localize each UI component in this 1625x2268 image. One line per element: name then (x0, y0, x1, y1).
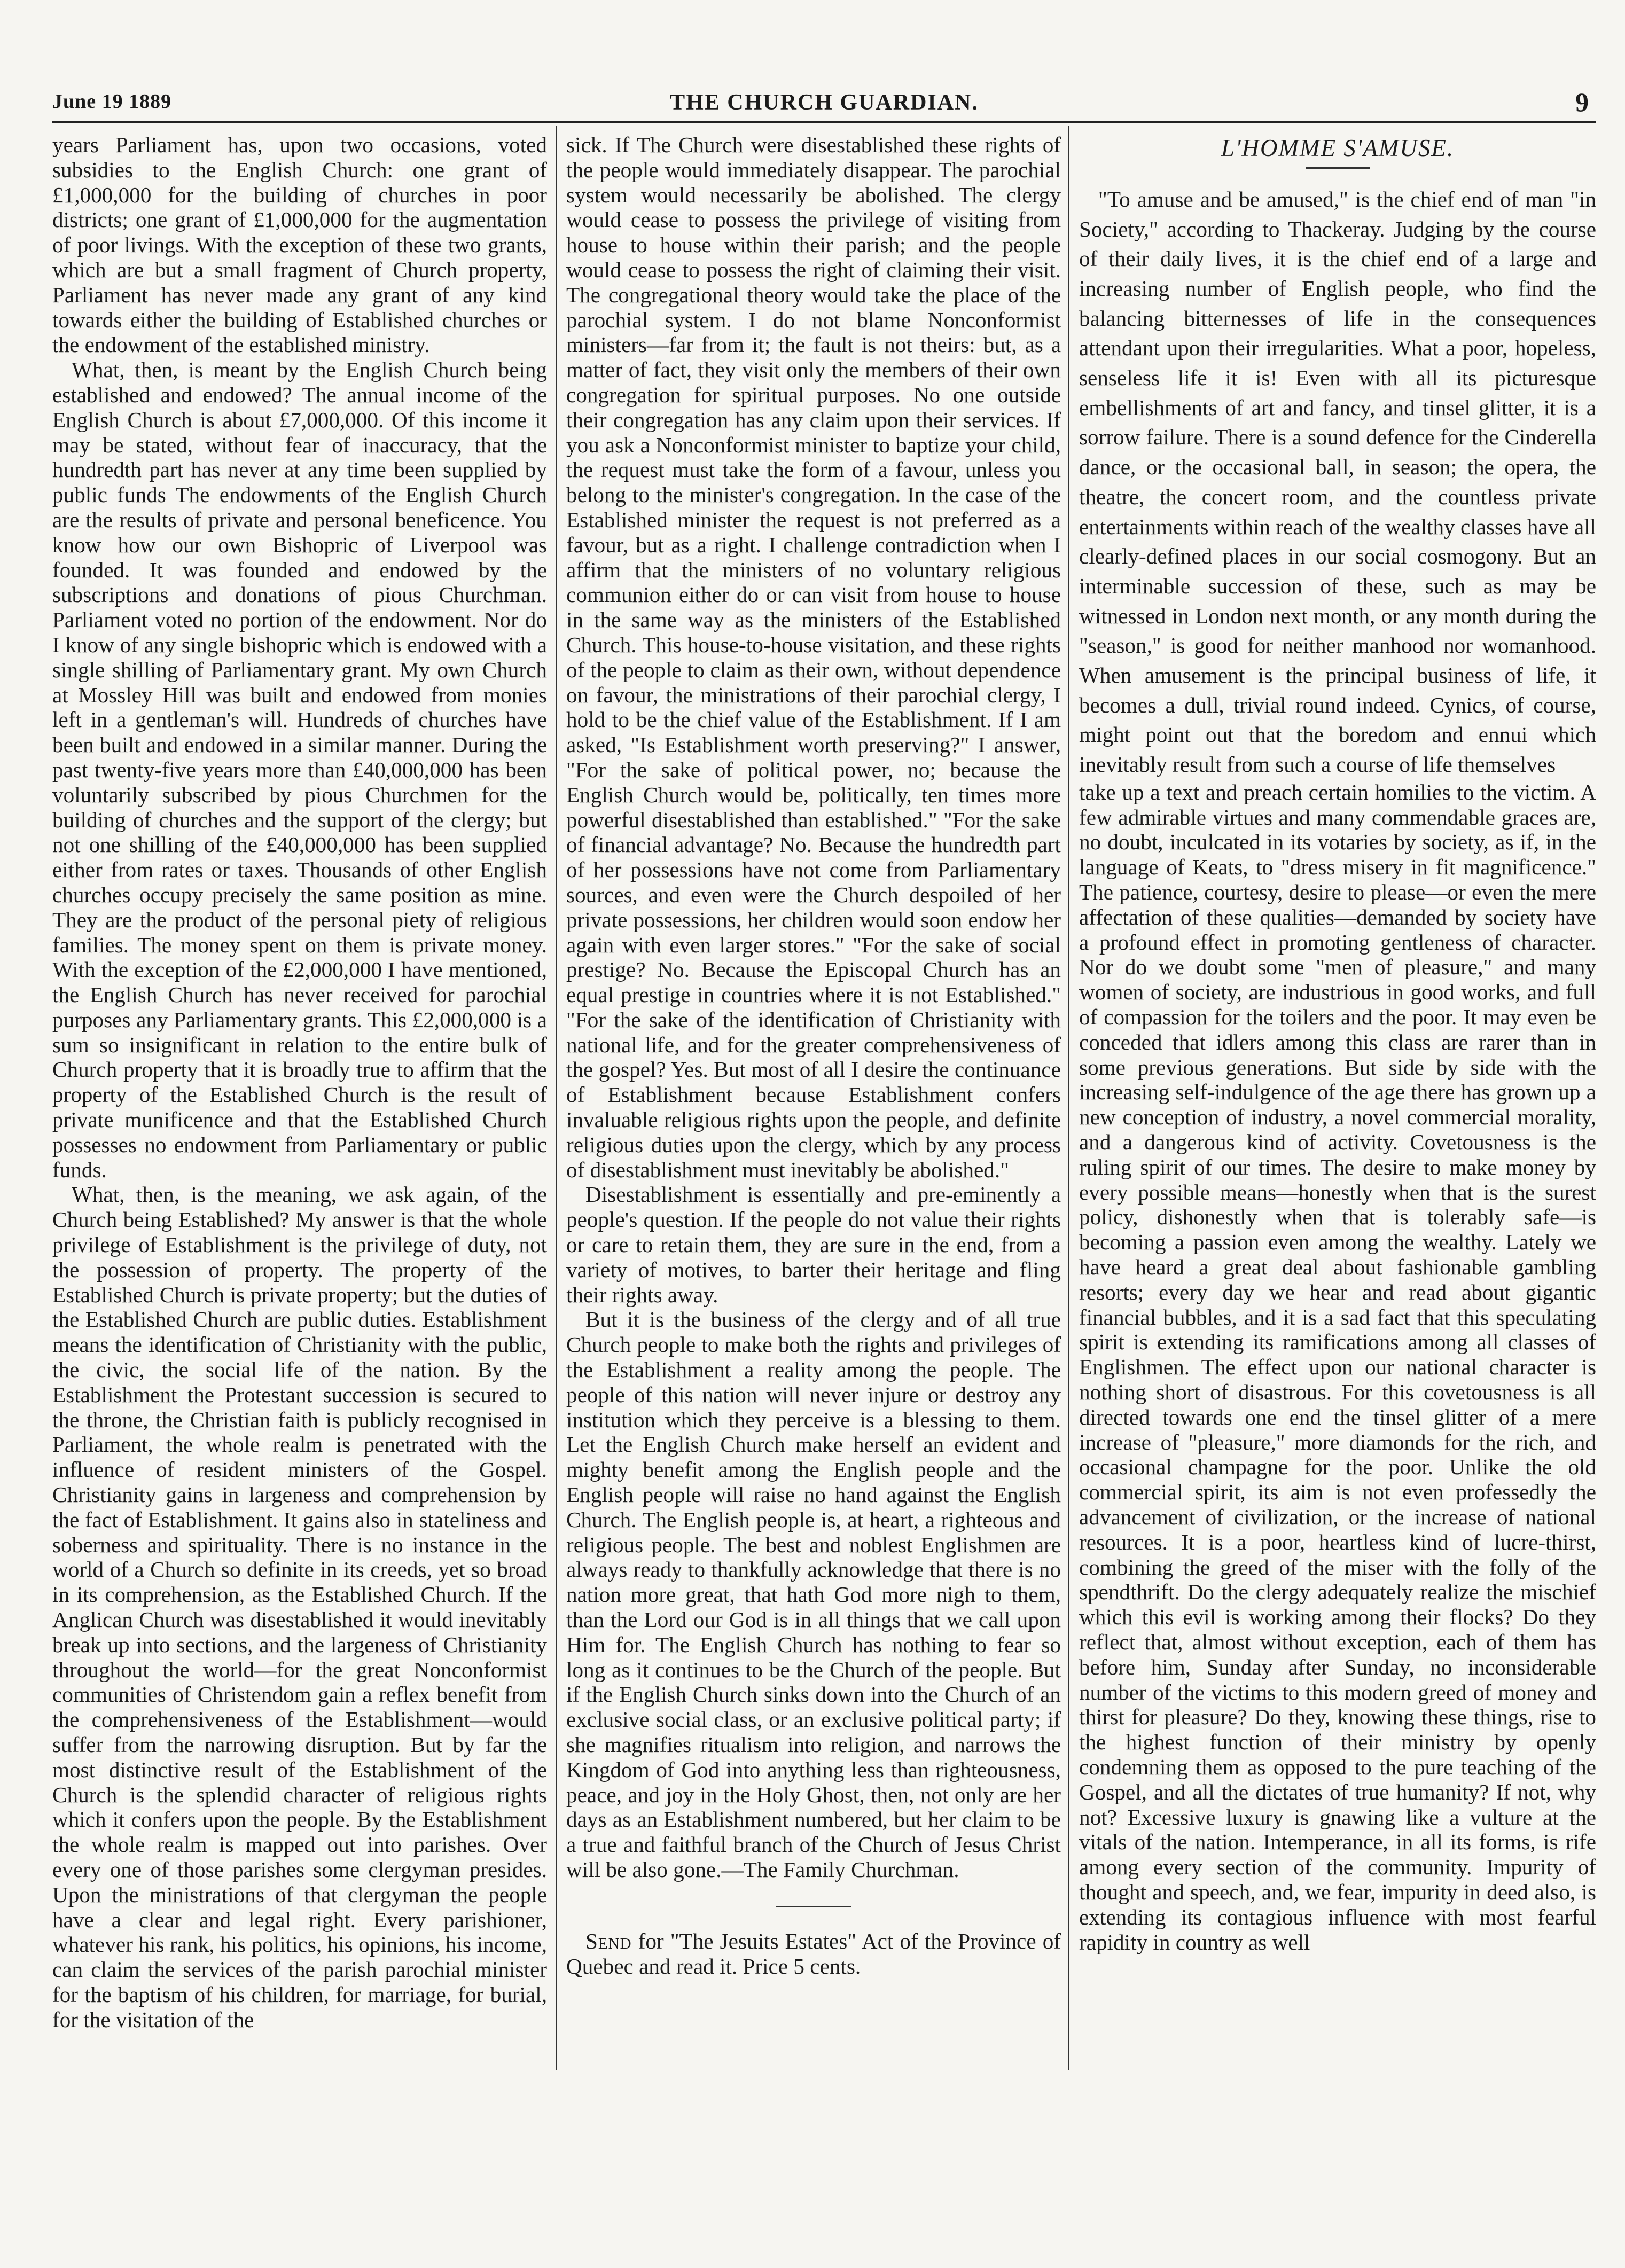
paragraph: What, then, is meant by the English Church being established and endowed? The annual income of the English Church is about £7,000,000. Of this income it may be stated, without fear of inaccuracy, that the hundredth part has never at any time been supplied by public funds The endowments of the English Church are the results of private and personal beneficence. You know how our own Bishopric of Liverpool was founded. It was founded and endowed by the subscriptions and donations of pious Churchman. Parliament voted no portion of the endowment. Nor do I know of any single bishopric which is endowed with a single shilling of Parliamentary grant. My own Church at Mossley Hill was built and endowed from monies left in a gentleman's will. Hundreds of churches have been built and endowed in a similar manner. During the past twenty-five years more than £40,000,000 has been voluntarily subscribed by pious Churchmen for the building of churches and the support of the clergy; but not one shilling of the £40,000,000 has been supplied either from rates or taxes. Thousands of other English churches occupy precisely the same position as mine. They are the product of the personal piety of religious families. The money spent on them is private money. With the exception of the £2,000,000 I have mentioned, the English Church has never received for parochial purposes any Parliamentary grants. This £2,000,000 is a sum so insignificant in relation to the entire bulk of Church property that it is broadly true to affirm that the property of the Established Church is the result of private munificence and that the Established Church possesses no endowment from Parliamentary or public funds. (52, 357, 547, 1182)
paragraph: years Parliament has, upon two occasions, voted subsidies to the English Church: one grant of £1,000,000 for the building of churches in poor districts; one grant of £1,000,000 for the augmentation of poor livings. With the exception of these two grants, which are but a small fragment of Church property, Parliament has never made any grant of any kind towards either the building of Established churches or the endowment of the established ministry. (52, 132, 547, 357)
page-number: 9 (1575, 87, 1589, 117)
paragraph: take up a text and preach certain homilies to the victim. A few admirable virtues and many commendable graces are, no doubt, inculcated in its votaries by society, as if, in the language of Keats, to "dress misery in fit magnificence." The patience, courtesy, desire to please—or even the mere affectation of these qualities—demanded by society have a profound effect in promoting gentleness of character. Nor do we doubt some "men of pleasure," and many women of society, are industrious in good works, and full of compassion for the toilers and the poor. It may even be conceded that idlers among this class are rarer than in some previous generations. But side by side with the increasing self-indulgence of the age there has grown up a new conception of industry, a novel commercial morality, and a dangerous kind of activity. Covetousness is the ruling spirit of our times. The desire to make money by every possible means—honestly when that is the surest policy, dishonestly when that is tolerably safe—is becoming a passion even among the wealthy. Lately we have heard a great deal about fashionable gambling resorts; every day we hear and read about gigantic financial bubbles, and it is a sad fact that this speculating spirit is extending its ramifications among all classes of Englishmen. The effect upon our national character is nothing short of disastrous. For this covetousness is all directed towards one end the tinsel glitter of a mere increase of "pleasure," more diamonds for the rich, and occasional champagne for the poor. Unlike the old commercial spirit, its aim is not even professedly the advancement of civilization, or the increase of national resources. It is a poor, heartless kind of lucre-thirst, combining the greed of the miser with the folly of the spendthrift. Do the clergy adequately realize the mischief which this evil is working among their flocks? Do they reflect that, almost without exception, each of them has before him, Sunday after Sunday, no inconsiderable number of the victims to this modern greed of money and thirst for pleasure? Do they, knowing these things, rise to the highest function of their ministry by openly condemning them as opposed to the pure teaching of the Gospel, and all the dictates of true humanity? If not, why not? Excessive luxury is gnawing like a vulture at the vitals of the nation. Intemperance, in all its forms, is rife among every section of the community. Impurity of thought and speech, and, we fear, impurity in deed also, is extending its contagious influence with most fearful rapidity in country as well (1079, 779, 1596, 1954)
article-column-3 (1079, 132, 1596, 2077)
notice-lead: Send (585, 1928, 632, 1953)
header-rule (52, 121, 1596, 123)
paragraph: Disestablishment is essentially and pre-eminently a people's question. If the people do not value their rights or care to retain them, they are sure in the end, from a variety of motives, to barter their heritage and fling their rights away. (566, 1182, 1061, 1307)
paragraph: But it is the business of the clergy and of all true Church people to make both the rights and privileges of the Establishment a reality among the people. The people of this nation will never injure or destroy any institution which they perceive is a blessing to them. Let the English Church make herself an evident and mighty benefit among the English people and the English people will raise no hand against the English Church. The English people is, at heart, a righteous and religious people. The best and noblest Englishmen are always ready to thankfully acknowledge that there is no nation more great, that hath God more nigh to them, than the Lord our God is in all things that we call upon Him for. The English Church has nothing to fear so long as it continues to be the Church of the people. But if the English Church sinks down into the Church of an exclusive social class, or an exclusive political party; if she magnifies ritualism into religion, and narrows the Kingdom of God into anything less than righteousness, peace, and joy in the Holy Ghost, then, not only are her days as an Establishment numbered, but her claim to be a true and faithful branch of the Church of Jesus Christ will be also gone.—The Family Churchman. (566, 1307, 1061, 1882)
newspaper-title: THE CHURCH GUARDIAN. (670, 90, 979, 115)
column-divider (556, 126, 557, 2070)
issue-date: June 19 1889 (52, 90, 172, 113)
paragraph: "To amuse and be amused," is the chief end of man "in Society," according to Thackeray. Judging by the course of their daily lives, it is the chief end of a large and increasing number of English people, who find the balancing bitternesses of life in the consequences attendant upon their irregularities. What a poor, hopeless, senseless life it is! Even with all its picturesque embellishments of art and fancy, and tinsel glitter, it is a sorrow failure. There is a sound defence for the Cinderella dance, or the occasional ball, in season; the opera, the theatre, the concert room, and the countless private entertainments within reach of the wealthy classes have all clearly-defined places in our social cosmogony. But an interminable succession of these, such as may be witnessed in London next month, or any month during the "season," is good for neither manhood nor womanhood. When amusement is the principal business of life, it becomes a dull, trivial round indeed. Cynics, of course, might point out that the boredom and ennui which inevitably result from such a course of life themselves (1079, 186, 1596, 777)
notice (566, 1929, 1061, 1979)
title-rule (1306, 167, 1370, 169)
page-header (52, 87, 1596, 125)
section-divider (776, 1906, 851, 1907)
article-column-2 (566, 132, 1061, 2077)
article-column-1 (52, 132, 547, 2077)
paragraph: What, then, is the meaning, we ask again, of the Church being Established? My answer is that the whole privilege of Establishment is the privilege of duty, not the possession of property. The property of the Established Church is private property; but the duties of the Established Church are public duties. Establishment means the identification of Christianity with the public, the civic, the social life of the nation. By the Establishment the Protestant succession is secured to the throne, the Christian faith is publicly recognised in Parliament, the whole realm is penetrated with the influence of resident ministers of the Gospel. Christianity gains in largeness and comprehension by the fact of Establishment. It gains also in stateliness and soberness and spirituality. There is no instance in the world of a Church so definite in its creeds, yet so broad in its comprehension, as the Established Church. If the Anglican Church was disestablished it would inevitably break up into sections, and the largeness of Christianity throughout the world—for the great Nonconformist communities of Christendom gain a reflex benefit from the comprehensiveness of the Establishment—would suffer from the narrowing disruption. But by far the most distinctive result of the Establishment of the Church is the splendid character of religious rights which it confers upon the people. By the Establishment the whole realm is mapped out into parishes. Over every one of those parishes some clergyman presides. Upon the ministrations of that clergyman the people have a clear and legal right. Every parishioner, whatever his rank, his politics, his opinions, his income, can claim the services of the parish parochial minister for the baptism of his children, for marriage, for burial, for the visitation of the (52, 1182, 547, 2032)
notice-text: for "The Jesuits Estates" Act of the Province of Quebec and read it. Price 5 cents. (566, 1928, 1061, 1978)
column-divider (1068, 126, 1069, 2070)
paragraph: sick. If The Church were disestablished these rights of the people would immediately disappear. The parochial system would necessarily be abolished. The clergy would cease to possess the privilege of visiting from house to house within their parish; and the people would cease to possess the right of claiming their visit. The congregational theory would take the place of the parochial system. I do not blame Nonconformist ministers—far from it; the fault is not theirs: but, as a matter of fact, they visit only the members of their own congregation for spiritual purposes. No one outside their congregation has any claim upon their services. If you ask a Nonconformist minister to baptize your child, the request must take the form of a favour, unless you belong to the minister's congregation. In the case of the Established minister the request is not preferred as a favour, but as a right. I challenge contradiction when I affirm that the ministers of no voluntary religious communion either do or can visit from house to house in the same way as the ministers of the Established Church. This house-to-house visitation, and these rights of the people to claim as their own, without dependence on favour, the ministrations of their parochial clergy, I hold to be the chief value of the Establishment. If I am asked, "Is Establishment worth preserving?" I answer, "For the sake of political power, no; because the English Church would be, politically, ten times more powerful disestablished than established." "For the sake of financial advantage? No. Because the hundredth part of her possessions have not come from Parliamentary sources, and even were the Church despoiled of her private possessions, her children would soon endow her again with even larger stores." "For the sake of social prestige? No. Because the Episcopal Church has an equal prestige in countries where it is not Established." "For the sake of the identification of Christianity with national life, and for the greater comprehensiveness of the gospel? Yes. But most of all I desire the continuance of Establishment because Establishment confers invaluable religious rights upon the people, and definite religious duties upon the clergy, which by any process of disestablishment must inevitably be abolished." (566, 132, 1061, 1182)
article-title: L'HOMME S'AMUSE. (1221, 135, 1455, 161)
